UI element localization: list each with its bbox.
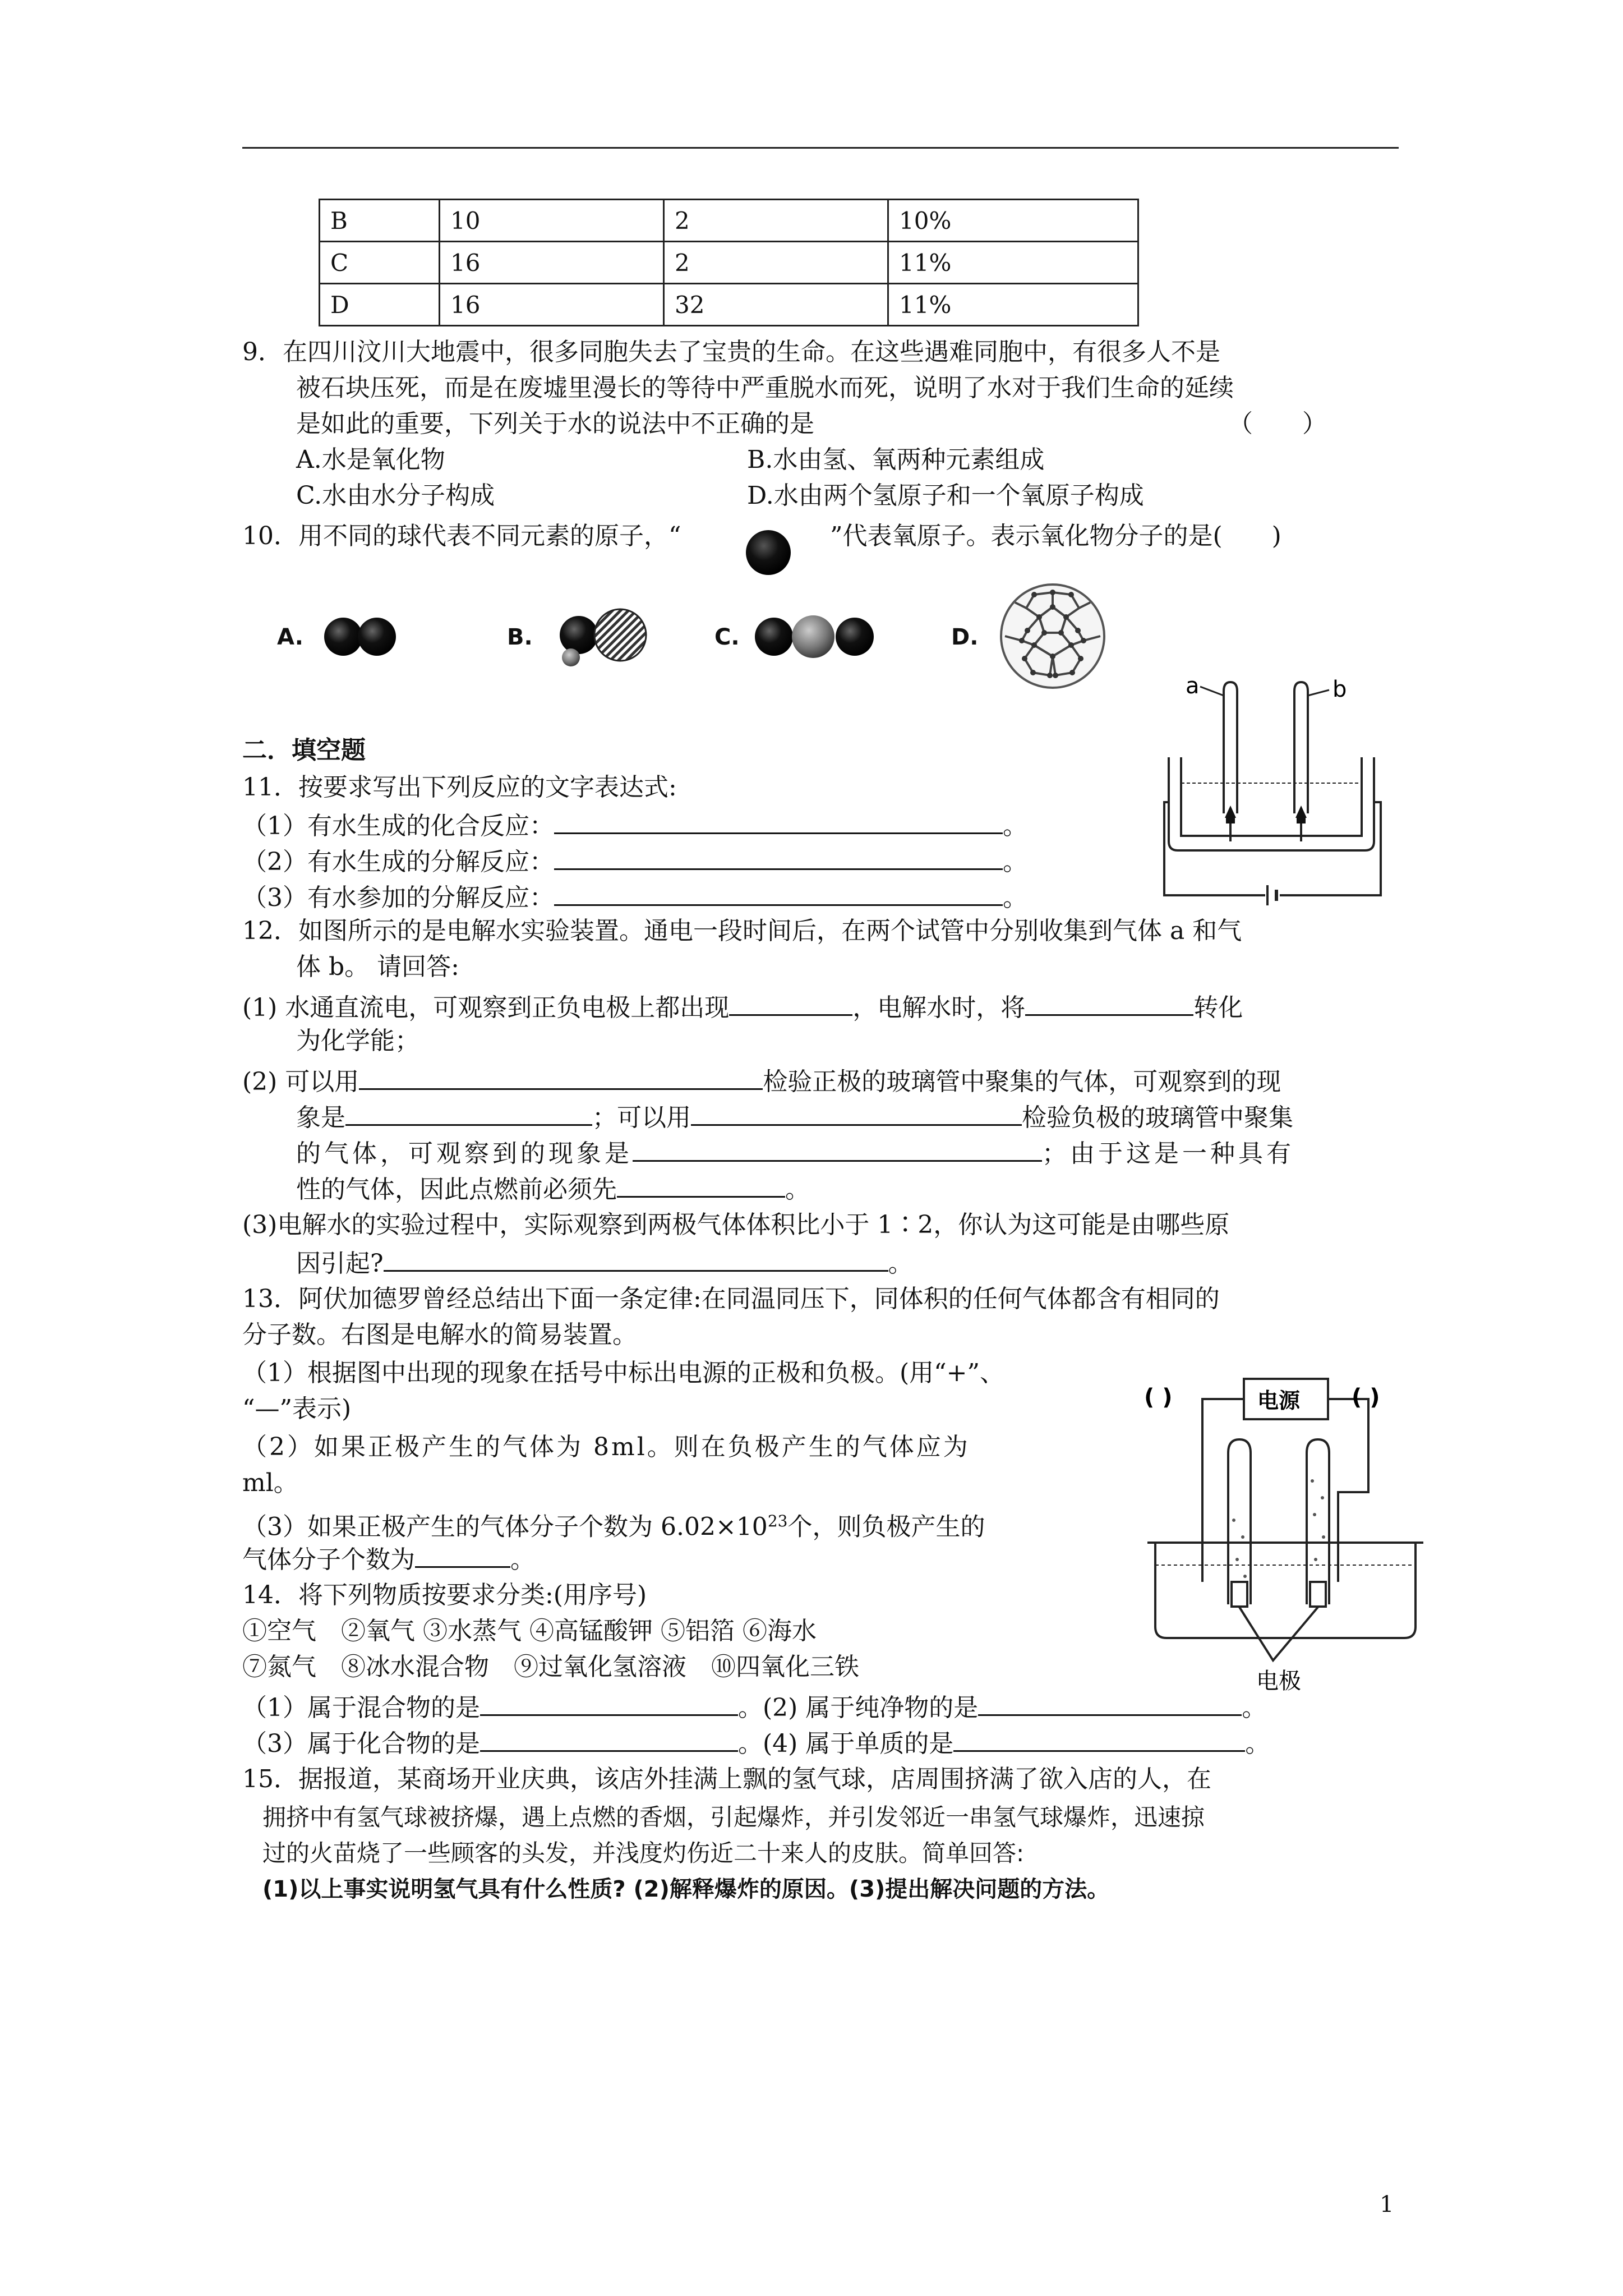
q13-sub3-line2 [242, 1542, 535, 1576]
q11-stem: 11．按要求写出下列反应的文字表达式: [242, 773, 677, 802]
answer-blank[interactable] [617, 1171, 785, 1198]
right-pole-paren: ( ) [1352, 1384, 1380, 1410]
q9-option-b: B.水由氢、氧两种元素组成 [747, 445, 1045, 474]
q13-sub2-line1: （2）如果正极产生的气体为 8ml。则在负极产生的气体应为 [242, 1433, 970, 1461]
q11-item3 [242, 880, 1027, 914]
q9-line3: 是如此的重要，下列关于水的说法中不正确的是 [296, 409, 814, 438]
q13-line2: 分子数。右图是电解水的简易装置。 [242, 1320, 637, 1349]
q11-item1-label: （1）有水生成的化合反应： [242, 812, 554, 840]
q15-line1: 15．据报道，某商场开业庆典，该店外挂满上飘的氢气球，店周围挤满了欲入店的人，在 [242, 1765, 1211, 1793]
q12-part1 [242, 990, 1243, 1024]
q9-line1: 9．在四川汶川大地震中，很多同胞失去了宝贵的生命。在这些遇难同胞中，有很多人不是 [242, 338, 1220, 366]
q12-line2: 体 b。 请回答: [296, 953, 459, 981]
period: 。 [1245, 1729, 1270, 1758]
q13-sub3-line1 [242, 1506, 985, 1543]
text: (1) 水通直流电，可观察到正负电极上都出现 [242, 993, 730, 1022]
q13-sub2-line2: ml。 [242, 1469, 298, 1497]
molecule-c-icon [751, 611, 886, 662]
q12-part2-line3 [296, 1135, 1294, 1170]
fullerene-icon [994, 580, 1112, 692]
q10-text-a: 10．用不同的球代表不同元素的原子，“ [242, 522, 681, 550]
q11-item2-label: （2）有水生成的分解反应： [242, 848, 554, 876]
answer-blank[interactable] [729, 990, 852, 1016]
text: 因引起? [296, 1249, 384, 1278]
text: 。(2) 属于纯净物的是 [738, 1694, 979, 1722]
q12-line1: 12．如图所示的是电解水实验装置。通电一段时间后，在两个试管中分别收集到气体 a 和气 [242, 917, 1242, 945]
q12-part3-line1: (3)电解水的实验过程中，实际观察到两极气体体积比小于 1∶2，你认为这可能是由哪些原 [242, 1211, 1230, 1239]
option-c-label: C. [714, 624, 740, 650]
electrode-label: 电极 [1256, 1668, 1301, 1694]
answer-blank[interactable] [345, 1099, 592, 1126]
text: （1）属于混合物的是 [242, 1694, 480, 1722]
table-cell: D [320, 284, 440, 326]
q13-line1: 13．阿伏加德罗曾经总结出下面一条定律:在同温同压下，同体积的任何气体都含有相同的 [242, 1285, 1220, 1313]
option-d-label: D. [951, 624, 979, 650]
table-cell: 16 [440, 284, 664, 326]
text: 转化 [1193, 993, 1243, 1022]
answer-blank[interactable] [1025, 990, 1193, 1016]
option-b-label: B. [507, 624, 533, 650]
q11-item2 [242, 844, 1027, 878]
q15-line2: 拥挤中有氢气球被挤爆，遇上点燃的香烟，引起爆炸，并引发邻近一串氢气球爆炸，迅速掠 [262, 1803, 1205, 1831]
answer-blank[interactable] [415, 1542, 510, 1568]
text: ；可以用 [592, 1103, 691, 1132]
q9-option-c: C.水由水分子构成 [296, 481, 495, 510]
q12-part2-line2 [296, 1099, 1293, 1134]
text: ，电解水时，将 [852, 993, 1026, 1022]
molecule-b-icon [552, 606, 658, 673]
q12-part1-cont: 为化学能； [296, 1027, 419, 1055]
tube-b-label: b [1332, 677, 1347, 702]
text: 性的气体，因此点燃前必须先 [296, 1175, 617, 1204]
electrolysis-apparatus-diagram [1161, 673, 1385, 909]
text: 检验负极的玻璃管中聚集 [1022, 1103, 1293, 1132]
q11-item1 [242, 808, 1027, 842]
table-cell: C [320, 242, 440, 284]
period: 。 [1003, 848, 1027, 876]
q9-option-a: A.水是氧化物 [296, 445, 445, 474]
q13-sub1-line2: “—”表示) [242, 1395, 352, 1423]
oxygen-atom-icon [740, 522, 802, 583]
table-cell: 11% [888, 284, 1138, 326]
text: 个，则负极产生的 [787, 1512, 985, 1542]
data-table [319, 199, 1139, 326]
answer-blank[interactable] [359, 1064, 763, 1090]
answer-blank[interactable] [691, 1099, 1022, 1126]
period: 。 [1242, 1694, 1267, 1722]
left-pole-paren: ( ) [1144, 1384, 1173, 1410]
text: （3）属于化合物的是 [242, 1729, 480, 1758]
header-rule [242, 147, 1399, 149]
q13-sub1-line1: （1）根据图中出现的现象在括号中标出电源的正极和负极。(用“+”、 [242, 1359, 1005, 1387]
q12-part2-line4 [296, 1171, 810, 1205]
page-number: 1 [1380, 2192, 1394, 2217]
electrolysis-power-diagram [1144, 1369, 1424, 1694]
table-cell: 10 [440, 200, 664, 242]
molecule-a-icon [321, 611, 411, 662]
text: 。(4) 属于单质的是 [738, 1729, 954, 1758]
period: 。 [1003, 812, 1027, 840]
q15-line4: (1)以上事实说明氢气具有什么性质? (2)解释爆炸的原因。(3)提出解决问题的方法。 [262, 1876, 1110, 1902]
answer-blank[interactable] [554, 844, 1003, 870]
answer-blank[interactable] [384, 1245, 888, 1272]
exponent: 23 [767, 1512, 788, 1530]
table-cell: 2 [664, 242, 888, 284]
table-cell: 2 [664, 200, 888, 242]
text: 的气体，可观察到的现象是 [296, 1139, 633, 1168]
q10-text-b: ”代表氧原子。表示氧化物分子的是( ) [830, 522, 1281, 550]
text: 。 [510, 1545, 535, 1574]
q9-answer-paren: （ ） [1228, 409, 1327, 438]
q14-line1 [242, 1690, 1266, 1724]
tube-a-label: a [1186, 673, 1200, 699]
q11-item3-label: （3）有水参加的分解反应： [242, 884, 554, 912]
q12-part2-line1 [242, 1064, 1281, 1098]
table-row [320, 200, 1138, 242]
text: （3）如果正极产生的气体分子个数为 6.02×10 [242, 1512, 768, 1542]
table-cell: B [320, 200, 440, 242]
q14-stem: 14．将下列物质按要求分类:(用序号) [242, 1581, 647, 1609]
answer-blank[interactable] [480, 1690, 738, 1716]
power-label: 电源 [1257, 1388, 1301, 1413]
answer-blank[interactable] [953, 1726, 1245, 1752]
text: 气体分子个数为 [242, 1545, 415, 1574]
text: 象是 [296, 1103, 345, 1132]
option-a-label: A. [277, 624, 303, 650]
table-cell: 16 [440, 242, 664, 284]
answer-blank[interactable] [554, 880, 1003, 906]
period: 。 [1003, 884, 1027, 912]
section-title: 二．填空题 [242, 736, 366, 765]
answer-blank[interactable] [480, 1726, 738, 1752]
q14-line2 [242, 1726, 1270, 1760]
text: ；由于这是一种具有 [1042, 1139, 1294, 1168]
q9-line2: 被石块压死，而是在废墟里漫长的等待中严重脱水而死，说明了水对于我们生命的延续 [296, 374, 1234, 402]
table-cell: 10% [888, 200, 1138, 242]
answer-blank[interactable] [554, 808, 1003, 834]
q14-substances-row1: ①空气 ②氧气 ③水蒸气 ④高锰酸钾 ⑤铝箔 ⑥海水 [242, 1617, 817, 1645]
answer-blank[interactable] [633, 1135, 1042, 1162]
text: 检验正极的玻璃管中聚集的气体，可观察到的现 [763, 1068, 1281, 1096]
q12-part3-line2 [296, 1245, 913, 1280]
text: (2) 可以用 [242, 1068, 359, 1096]
text: 。 [888, 1249, 913, 1278]
q14-substances-row2: ⑦氮气 ⑧冰水混合物 ⑨过氧化氢溶液 ⑩四氧化三铁 [242, 1653, 859, 1681]
q15-line3: 过的火苗烧了一些顾客的头发，并浅度灼伤近二十来人的皮肤。简单回答: [262, 1839, 1025, 1867]
q9-option-d: D.水由两个氢原子和一个氧原子构成 [747, 481, 1144, 510]
table-row [320, 284, 1138, 326]
answer-blank[interactable] [978, 1690, 1242, 1716]
table-row [320, 242, 1138, 284]
table-cell: 32 [664, 284, 888, 326]
table-cell: 11% [888, 242, 1138, 284]
text: 。 [785, 1175, 810, 1204]
